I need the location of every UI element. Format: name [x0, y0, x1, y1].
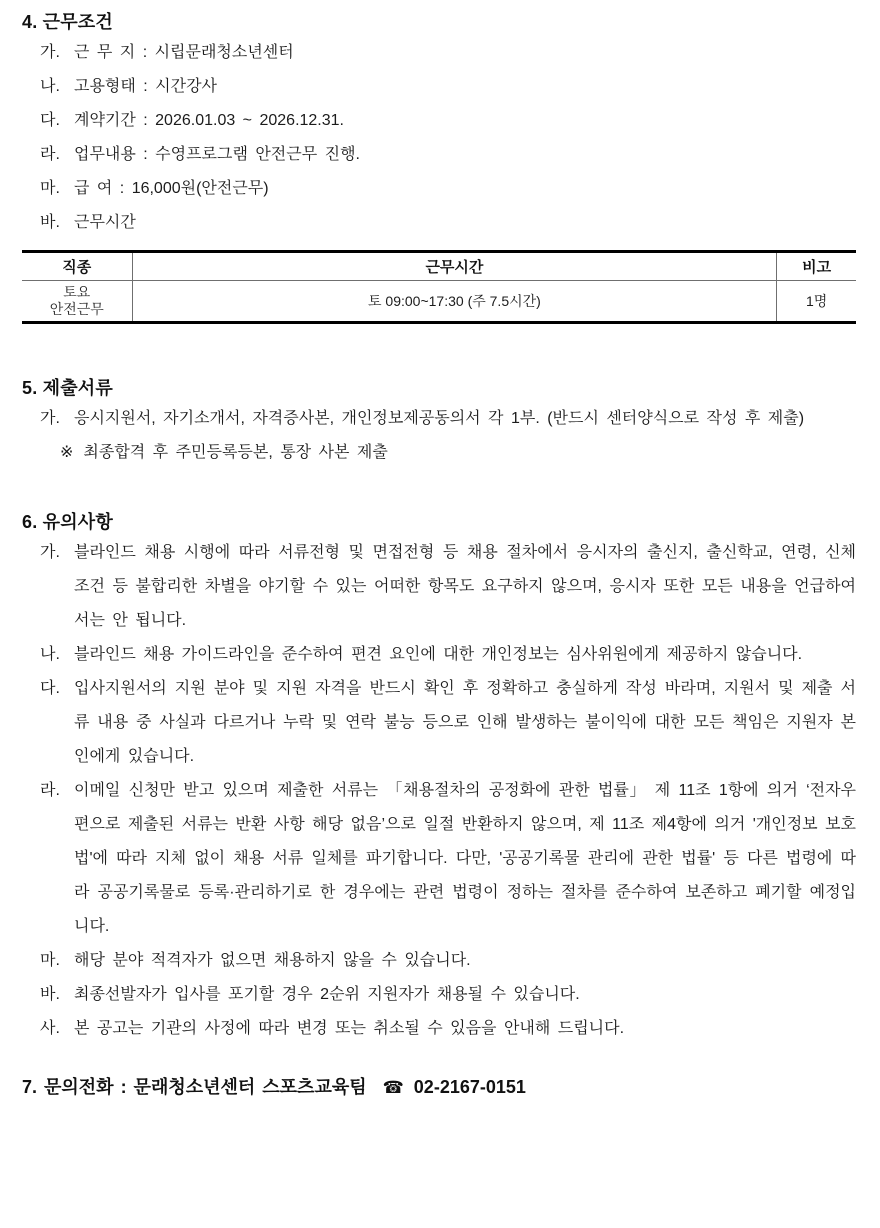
submission-documents-list	[22, 402, 856, 436]
table-row	[22, 281, 856, 323]
item-text: 근 무 지 : 시립문래청소년센터	[74, 44, 294, 61]
list-item-document-handling	[40, 774, 856, 944]
list-item-second-rank	[40, 978, 856, 1012]
item-label: 라.	[40, 782, 60, 799]
telephone-icon: ☎	[382, 1078, 404, 1097]
item-text: 이메일 신청만 받고 있으며 제출한 서류는 「채용절차의 공정화에 관한 법률」 제 11조 1항에 의거 ‘전자우편으로 제출된 서류는 반환 사항 해당 없음’으로 일절 반환하지 않으며, 제 11조 제4항에 의거 '개인정보 보호법'에 따라 지체 없이 채용 서류 일체를 파기합니다. 다만, '공공기록물 관리에 관한 법률' 등 다른 법령에 따라 공공기록물로 등록·관리하기로 한 경우에는 관련 법령이 정하는 절차를 준수하여 보존하고 폐기할 예정입니다.	[74, 782, 856, 935]
list-item-required-documents	[40, 402, 856, 436]
work-conditions-list	[22, 36, 856, 240]
column-header-remarks: 비고	[777, 252, 856, 281]
spacer	[22, 470, 856, 508]
table-header-row	[22, 252, 856, 281]
item-text: 급 여 : 16,000원(안전근무)	[74, 180, 269, 197]
item-label: 가.	[40, 410, 60, 427]
section-title-contact: 7. 문의전화 : 문래청소년센터 스포츠교육팀	[22, 1077, 367, 1097]
section-title-notices: 6. 유의사항	[22, 512, 113, 532]
cell-work-hours: 토 09:00~17:30 (주 7.5시간)	[132, 281, 777, 323]
notices-list	[22, 536, 856, 1046]
list-item-cancellation-notice	[40, 1012, 856, 1046]
item-label: 라.	[40, 146, 60, 163]
list-item-employment-type	[40, 70, 856, 104]
item-text: 근무시간	[74, 214, 136, 231]
item-text: 업무내용 : 수영프로그램 안전근무 진행.	[74, 146, 360, 163]
item-text: 해당 분야 적격자가 없으면 채용하지 않을 수 있습니다.	[74, 952, 471, 969]
item-label: 다.	[40, 112, 60, 129]
item-label: 바.	[40, 986, 60, 1003]
item-label: 가.	[40, 44, 60, 61]
list-item-application-accuracy	[40, 672, 856, 774]
item-label: 나.	[40, 78, 60, 95]
item-label: 가.	[40, 544, 60, 561]
column-header-work-hours: 근무시간	[132, 252, 777, 281]
item-label: 나.	[40, 646, 60, 663]
note-text: 최종합격 후 주민등록등본, 통장 사본 제출	[83, 444, 388, 461]
item-label: 사.	[40, 1020, 60, 1037]
item-text: 블라인드 채용 가이드라인을 준수하여 편견 요인에 대한 개인정보는 심사위원에게 제공하지 않습니다.	[74, 646, 803, 663]
list-item-blind-hiring	[40, 536, 856, 638]
cell-remarks: 1명	[777, 281, 856, 323]
list-item-job-description	[40, 138, 856, 172]
item-text: 블라인드 채용 시행에 따라 서류전형 및 면접전형 등 채용 절차에서 응시자의 출신지, 출신학교, 연령, 신체조건 등 불합리한 차별을 야기할 수 있는 어떠한 항목도 요구하지 않으며, 응시자 또한 모든 내용을 언급하여서는 안 됩니다.	[74, 544, 856, 629]
item-label: 마.	[40, 952, 60, 969]
item-label: 마.	[40, 180, 60, 197]
item-text: 응시지원서, 자기소개서, 자격증사본, 개인정보제공동의서 각 1부. (반드시 센터양식으로 작성 후 제출)	[74, 410, 805, 427]
cell-job-type	[22, 281, 132, 323]
item-text: 최종선발자가 입사를 포기할 경우 2순위 지원자가 채용될 수 있습니다.	[74, 986, 580, 1003]
item-label: 다.	[40, 680, 60, 697]
column-header-job-type: 직종	[22, 252, 132, 281]
spacer	[22, 1046, 856, 1072]
reference-mark: ※	[60, 444, 74, 461]
list-item-no-suitable-candidate	[40, 944, 856, 978]
item-label: 바.	[40, 214, 60, 231]
job-type-line2: 안전근무	[49, 301, 104, 317]
list-item-blind-guideline	[40, 638, 856, 672]
item-text: 입사지원서의 지원 분야 및 지원 자격을 반드시 확인 후 정확하고 충실하게 작성 바라며, 지원서 및 제출 서류 내용 중 사실과 다르거나 누락 및 연락 불능 등으로 인해 발생하는 불이익에 대한 모든 책임은 지원자 본인에게 있습니다.	[74, 680, 856, 765]
item-text: 본 공고는 기관의 사정에 따라 변경 또는 취소될 수 있음을 안내해 드립니다.	[74, 1020, 625, 1037]
work-schedule-table	[22, 250, 856, 324]
list-item-workplace	[40, 36, 856, 70]
list-item-contract-period	[40, 104, 856, 138]
section-title-submission-documents: 5. 제출서류	[22, 378, 113, 398]
job-type-line1: 토요	[63, 284, 91, 300]
spacer	[22, 324, 856, 374]
final-pass-note	[22, 436, 856, 470]
item-text: 고용형태 : 시간강사	[74, 78, 217, 95]
list-item-salary	[40, 172, 856, 206]
item-text: 계약기간 : 2026.01.03 ~ 2026.12.31.	[74, 112, 344, 129]
section-title-work-conditions: 4. 근무조건	[22, 12, 113, 32]
list-item-work-hours	[40, 206, 856, 240]
contact-section	[22, 1072, 856, 1103]
contact-phone-number: 02-2167-0151	[413, 1077, 526, 1097]
